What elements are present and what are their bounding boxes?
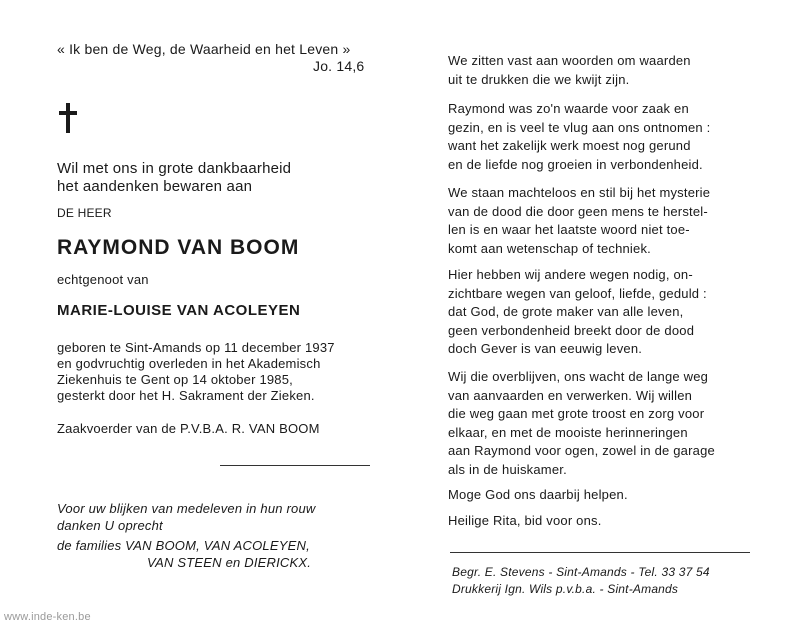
paragraph-7: Heilige Rita, bid voor ons. [448, 513, 602, 528]
intro-line: het aandenken bewaren aan [57, 178, 253, 195]
intro-text [57, 160, 291, 196]
business-line: Zaakvoerder van de P.V.B.A. R. VAN BOOM [57, 421, 320, 436]
families-text [57, 537, 311, 571]
text-line: We zitten vast aan woorden om waarden [448, 53, 691, 68]
text-line: Wij die overblijven, ons wacht de lange weg [448, 369, 709, 384]
text-line: komt aan wetenschap of techniek. [448, 240, 651, 256]
thanks-line: Voor uw blijken van medeleven in hun rouw [57, 501, 316, 516]
bio-line: geboren te Sint-Amands op 11 december 1937 [57, 340, 335, 355]
text-line: We staan machteloos en stil bij het mysterie [448, 185, 711, 200]
paragraph-5 [448, 368, 715, 479]
divider [220, 465, 370, 466]
printer-line: Begr. E. Stevens - Sint-Amands - Tel. 33 37 54 [452, 565, 710, 579]
text-line: elkaar, en met de mooiste herinneringen [448, 424, 688, 440]
text-line: en de liefde nog groeien in verbondenheid. [448, 156, 703, 172]
watermark-text: www.inde-ken.be [4, 611, 91, 623]
text-line: geen verbondenheid breekt door de dood [448, 322, 695, 338]
text-line: Hier hebben wij andere wegen nodig, on- [448, 267, 693, 282]
families-line: VAN STEEN en DIERICKX. [147, 555, 312, 570]
paragraph-4 [448, 266, 707, 359]
paragraph-1 [448, 52, 691, 89]
intro-line: Wil met ons in grote dankbaarheid [57, 160, 292, 177]
printer-credits [452, 564, 710, 598]
bio-line: gesterkt door het H. Sakrament der Zieken. [57, 388, 315, 403]
paragraph-3 [448, 184, 710, 258]
thanks-line: danken U oprecht [57, 518, 163, 533]
text-line: die weg gaan met grote troost en zorg voor [448, 406, 705, 421]
bible-reference: Jo. 14,6 [313, 58, 365, 74]
biography [57, 340, 335, 404]
divider [450, 552, 750, 553]
paragraph-2 [448, 100, 710, 174]
text-line: gezin, en is veel te vlug aan ons ontnomen : [448, 119, 711, 135]
printer-line: Drukkerij Ign. Wils p.v.b.a. - Sint-Amands [452, 582, 679, 596]
spouse-name: MARIE-LOUISE VAN ACOLEYEN [57, 302, 301, 319]
right-panel [420, 0, 800, 629]
bible-quote: « Ik ben de Weg, de Waarheid en het Leven » [57, 41, 351, 57]
text-line: als in de huiskamer. [448, 461, 567, 477]
deceased-name: RAYMOND VAN BOOM [57, 236, 300, 259]
text-line: van de dood die door geen mens te herstel- [448, 203, 708, 219]
cross-icon [58, 103, 78, 133]
text-line: uit te drukken die we kwijt zijn. [448, 71, 630, 87]
text-line: Raymond was zo'n waarde voor zaak en [448, 101, 689, 116]
relation-label: echtgenoot van [57, 272, 149, 287]
bio-line: Ziekenhuis te Gent op 14 oktober 1985, [57, 372, 293, 387]
text-line: zichtbare wegen van geloof, liefde, geduld : [448, 285, 707, 301]
text-line: aan Raymond voor ogen, zowel in de garage [448, 443, 715, 458]
text-line: doch Gever is van eeuwig leven. [448, 341, 643, 356]
salutation: DE HEER [57, 206, 112, 220]
text-line: want het zakelijk werk moest nog gerund [448, 138, 691, 153]
text-line: len is en waar het laatste woord niet toe- [448, 222, 690, 237]
thanks-text [57, 500, 315, 534]
bio-line: en godvruchtig overleden in het Akademisch [57, 356, 321, 371]
families-line: de families VAN BOOM, VAN ACOLEYEN, [57, 538, 310, 553]
text-line: van aanvaarden en verwerken. Wij willen [448, 387, 693, 403]
paragraph-6: Moge God ons daarbij helpen. [448, 487, 628, 502]
text-line: dat God, de grote maker van alle leven, [448, 304, 684, 319]
